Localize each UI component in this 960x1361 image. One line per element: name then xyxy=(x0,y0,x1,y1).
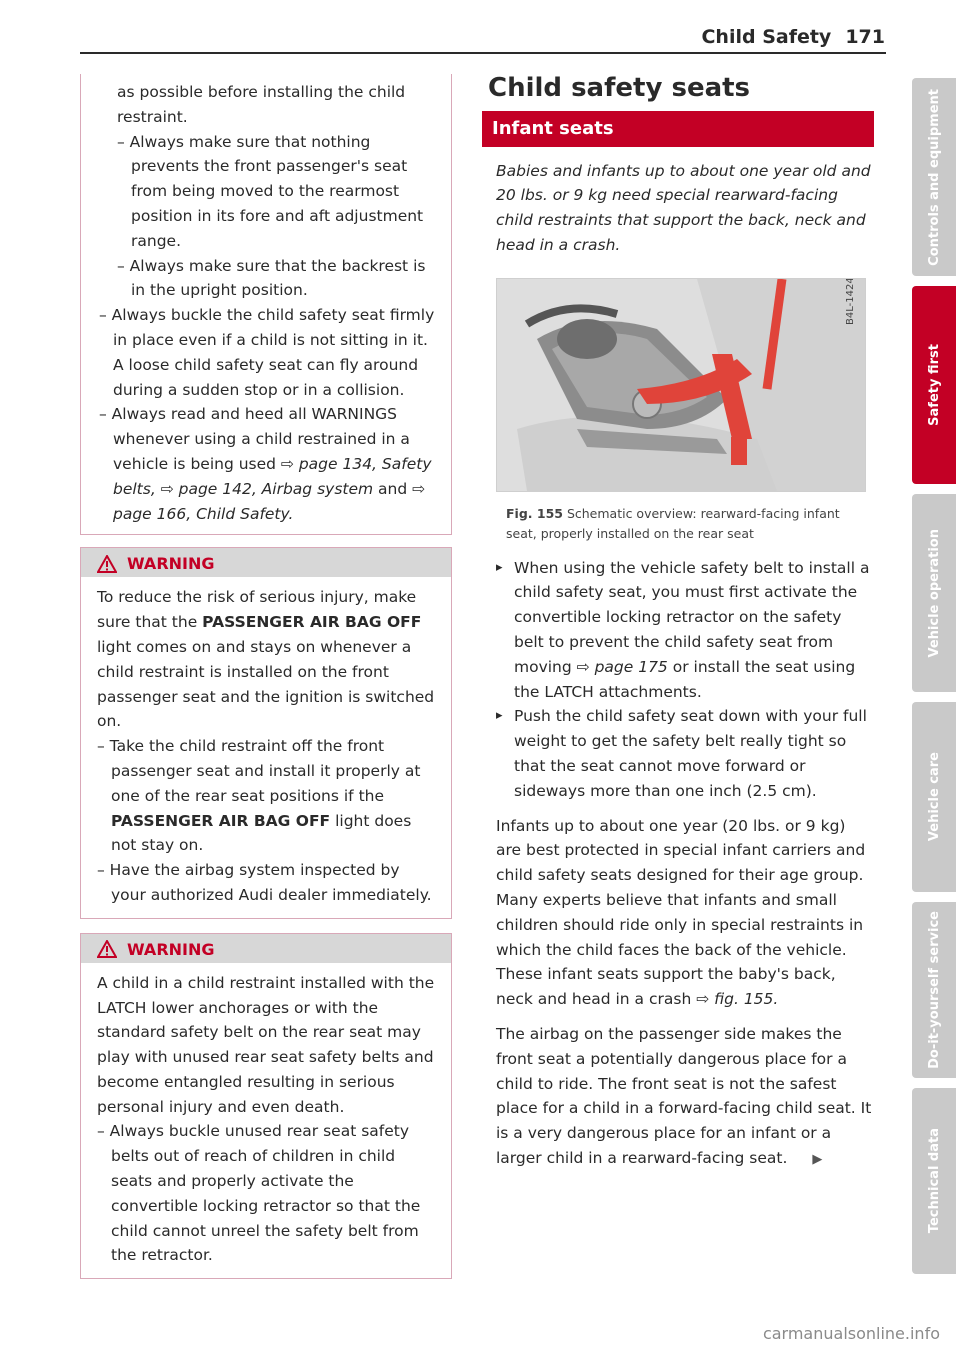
warning-header xyxy=(81,934,451,963)
warning-intro: A child in a child restraint installed with the LATCH lower anchorages or with the standard safety belt on the rear seat may play with unused rear seat safety belts and become entangled resulting in serious personal injury and even death. xyxy=(97,973,435,1116)
warning-intro xyxy=(97,585,435,734)
chapter-tab-label: Controls and equipment xyxy=(926,88,942,266)
figure-caption-text: Schematic overview: rearward-facing infant seat, properly installed on the rear seat xyxy=(506,505,840,541)
note-item: – Always make sure that nothing prevents the front passenger's seat from being moved to the rearmost position in its fore and aft adjustment range. xyxy=(117,132,424,250)
chapter-tab-safety-first[interactable] xyxy=(912,286,956,484)
subsection-bar: Infant seats xyxy=(482,111,874,147)
chapter-tab-vehicle-care[interactable] xyxy=(912,702,956,892)
note-line: as possible before installing the child xyxy=(117,83,406,101)
warning-box-1 xyxy=(80,547,452,918)
instruction-item xyxy=(496,556,874,705)
note-line: restraint. xyxy=(117,107,188,126)
warning-text: light comes on and stays on whenever a child restraint is installed on the front passenger seat and the ignition is switched on. xyxy=(97,637,435,731)
section-title: Child Safety xyxy=(701,26,832,48)
note-item-with-refs xyxy=(99,402,435,526)
section-heading: Child safety seats xyxy=(488,73,751,103)
warning-triangle-icon xyxy=(97,940,117,958)
warning-text: To reduce the risk of serious injury, make sure that the xyxy=(97,588,417,632)
figure-label: Fig. 155 xyxy=(506,505,563,521)
warning-title: WARNING xyxy=(127,939,215,959)
warning-header xyxy=(81,548,451,577)
instruction-text: When using the vehicle safety belt to install a child safety seat, you must first activate the convertible locking retractor on the safety belt to prevent the child safety seat from moving xyxy=(514,558,870,676)
instruction-text: or install the seat using the LATCH attachments. xyxy=(514,657,856,701)
note-item: – Always buckle the child safety seat firmly in place even if a child is not sitting in it. A loose child safety seat can fly around during a sudden stop or in a collision. xyxy=(99,306,435,399)
header-rule xyxy=(80,52,886,54)
chapter-tab-technical-data[interactable] xyxy=(912,1088,956,1274)
instruction-item: ▸ Push the child safety seat down with your full weight to get the safety belt really tight so that the seat cannot move forward or sideways more than one inch (2.5 cm). xyxy=(496,704,874,803)
chapter-tab-label: Do-it-yourself service xyxy=(926,911,942,1069)
figure-code: B4L-1424 xyxy=(845,277,856,325)
warning-body xyxy=(81,963,451,1279)
paragraph-text: The airbag on the passenger side makes the front seat a potentially dangerous place for a child to ride. The front seat is not the safest place for a child in a forward-facing child seat. It is a very dangerous place for an infant or a larger child in a rearward-facing seat. xyxy=(496,1024,872,1167)
note-item-and: and xyxy=(373,479,413,498)
infant-seat-illustration xyxy=(496,278,866,492)
note-box-continued xyxy=(80,74,452,535)
warning-triangle-icon xyxy=(97,555,117,573)
paragraph xyxy=(496,1022,874,1173)
page-ref-link[interactable]: ⇨ page 175 xyxy=(576,657,668,676)
chapter-tab-label: Vehicle operation xyxy=(926,528,942,658)
warning-box-2 xyxy=(80,933,452,1280)
intro-text: Babies and infants up to about one year old and 20 lbs. or 9 kg need special rearward-facing child restraints that support the back, neck and head in a crash. xyxy=(496,161,871,254)
left-column xyxy=(80,74,452,1279)
figure-155 xyxy=(496,278,872,544)
page-ref-link[interactable]: ⇨ page 134, Safety belts, ⇨ page 142, Airbag system xyxy=(113,454,432,498)
footer-watermark: carmanualsonline.info xyxy=(762,1324,940,1343)
warning-body xyxy=(81,577,451,917)
warning-text: light does not stay on. xyxy=(111,811,412,855)
page-number: 171 xyxy=(845,26,885,48)
warning-text: – Take the child restraint off the front passenger seat and install it properly at one of the rear seat positions if the xyxy=(97,737,421,805)
right-column xyxy=(482,74,874,1183)
warning-item: – Have the airbag system inspected by your authorized Audi dealer immediately. xyxy=(97,861,432,904)
warning-item xyxy=(97,734,435,858)
warning-title: WARNING xyxy=(127,554,215,574)
chapter-tab-label: Safety first xyxy=(926,344,942,426)
chapter-tab-diy-service[interactable] xyxy=(912,902,956,1078)
running-head xyxy=(701,26,885,48)
note-item-text: – Always read and heed all WARNINGS whenever using a child restrained in a vehicle is being used xyxy=(99,405,410,473)
chapter-tab-label: Technical data xyxy=(926,1128,942,1234)
note-item: – Always make sure that the backrest is in the upright position. xyxy=(117,256,426,300)
body-text xyxy=(496,814,874,1173)
figure-ref-link[interactable]: ⇨ fig. 155. xyxy=(696,990,779,1009)
continue-arrow-icon: ▶ xyxy=(812,1151,823,1167)
figure-caption xyxy=(496,504,872,544)
chapter-tab-vehicle-operation[interactable] xyxy=(912,494,956,692)
chapter-tab-label: Vehicle care xyxy=(926,752,942,842)
chapter-tab-controls[interactable] xyxy=(912,78,956,276)
page-ref-link[interactable]: ⇨ page 166, Child Safety. xyxy=(113,479,426,523)
warning-item: – Always buckle unused rear seat safety belts out of reach of children in child seats and properly activate the convertible locking retractor so that the child cannot unreel the safety belt from the retractor. xyxy=(97,1122,421,1265)
instruction-list xyxy=(482,556,874,804)
airbag-off-label: PASSENGER AIR BAG OFF xyxy=(111,811,331,830)
airbag-off-label: PASSENGER AIR BAG OFF xyxy=(202,613,422,632)
paragraph-text: Infants up to about one year (20 lbs. or 9 kg) are best protected in special infant carriers and child safety seats designed for their age group. Many experts believe that infants and small children should ride only in special restraints in which the child faces the back of the vehicle. These infant seats support the baby's back, neck and head in a crash xyxy=(496,816,866,1009)
paragraph xyxy=(496,814,874,1012)
